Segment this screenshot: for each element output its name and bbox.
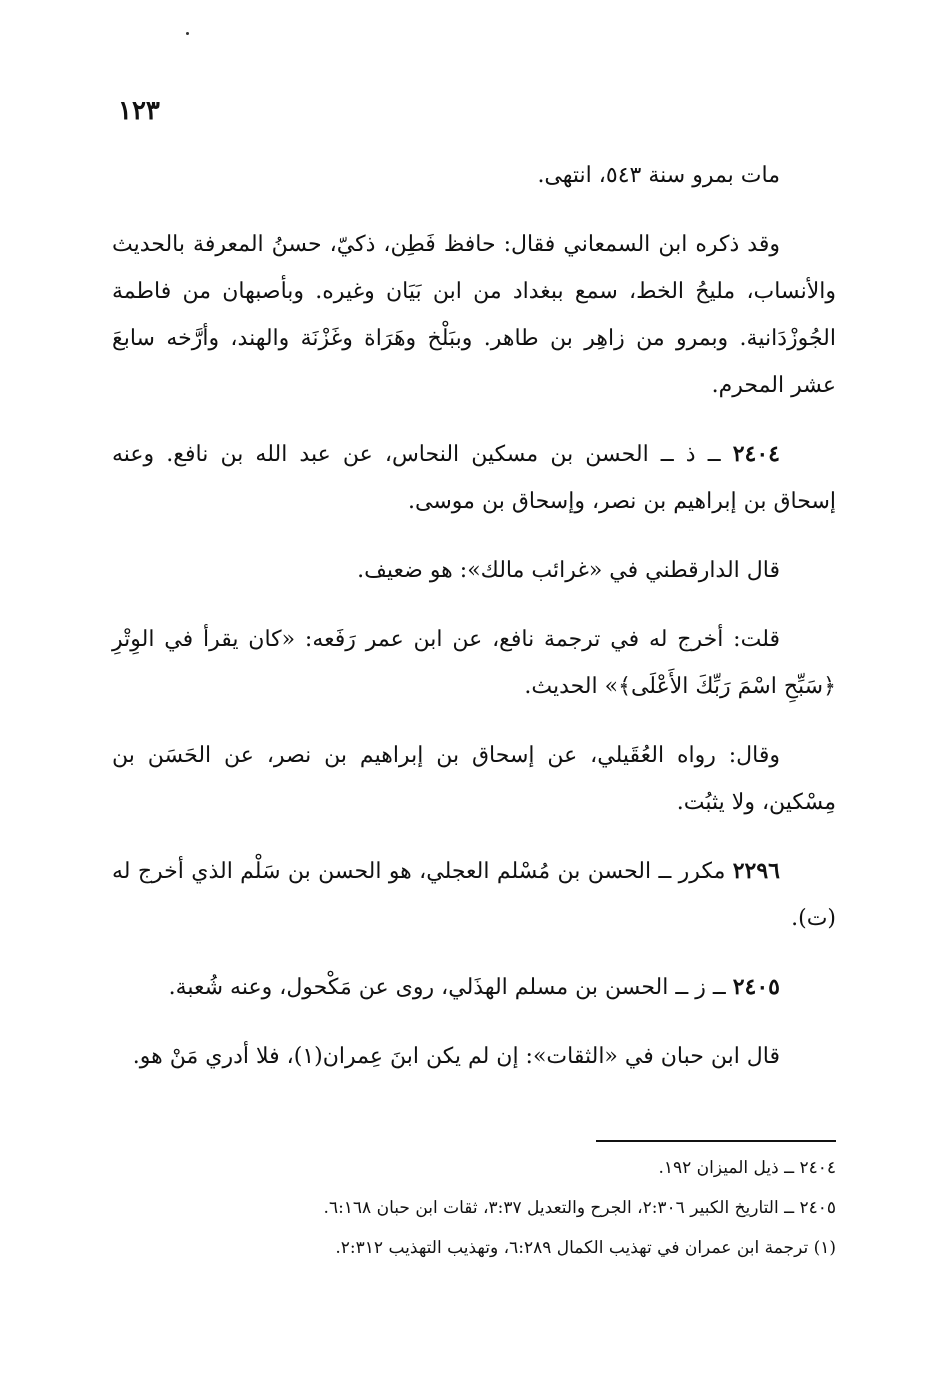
paragraph-daraqutni: قال الدارقطني في «غرائب مالك»: هو ضعيف. [357, 558, 780, 583]
footnote-1: (١) ترجمة ابن عمران في تهذيب الكمال ٦:٢٨٩، وتهذيب التهذيب ٢:٣١٢. [335, 1238, 836, 1258]
scan-speck [186, 32, 189, 35]
entry-number: ٢٤٠٥ [732, 974, 780, 1000]
entry-number: ٢٢٩٦ [732, 858, 780, 884]
footnotes [160, 1140, 836, 1268]
page-number: ١٢٣ [118, 96, 160, 126]
main-text [112, 152, 836, 1102]
paragraph-uqayli: وقال: رواه العُقَيلي، عن إسحاق بن إبراهيم بن نصر، عن الحَسَن بن مِسْكين، ولا يثبُت. [112, 743, 836, 815]
footnote-divider [596, 1140, 836, 1142]
entry-number: ٢٤٠٤ [732, 441, 780, 467]
entry-2405: ٢٤٠٥ ــ ز ــ الحسن بن مسلم الهذَلي، روى عن مَكْحول، وعنه شُعبة. [168, 974, 780, 1000]
footnote-2404: ٢٤٠٤ ــ ذيل الميزان ١٩٢. [658, 1158, 836, 1178]
paragraph-samani: وقد ذكره ابن السمعاني فقال: حافظ فَطِن، ذكيّ، حسنُ المعرفة بالحديث والأنساب، مليحُ الخط، سمع ببغداد من ابن بَيَان وغيره. وبأصبهان من فاطمة الجُوزْدَانية. وبمرو من زاهِر بن طاهر. وببَلْخ وهَرَاة وغَزْنَة والهند، وأرَّخه سابعَ عشر المحرم. [112, 232, 836, 398]
paragraph-qultu: قلت: أخرج له في ترجمة نافع، عن ابن عمر رَفَعه: «كان يقرأ في الوِتْرِ ﴿سَبِّحِ اسْمَ رَبِّكَ الأَعْلَى﴾» الحديث. [112, 627, 836, 699]
paragraph-ibn-hibban: قال ابن حبان في «الثقات»: إن لم يكن ابنَ عِمران(١)، فلا أدري مَنْ هو. [132, 1044, 780, 1069]
paragraph-death-note: مات بمرو سنة ٥٤٣، انتهى. [537, 163, 780, 188]
footnote-2405: ٢٤٠٥ ــ التاريخ الكبير ٢:٣٠٦، الجرح والتعديل ٣:٣٧، ثقات ابن حبان ٦:١٦٨. [323, 1198, 836, 1218]
entry-2404: ٢٤٠٤ ــ ذ ــ الحسن بن مسكين النحاس، عن عبد الله بن نافع. وعنه إسحاق بن إبراهيم بن نصر، وإسحاق بن موسى. [112, 441, 836, 514]
entry-2296: ٢٢٩٦ مكرر ــ الحسن بن مُسْلم العجلي، هو الحسن بن سَلْم الذي أخرج له (ت). [112, 858, 836, 931]
